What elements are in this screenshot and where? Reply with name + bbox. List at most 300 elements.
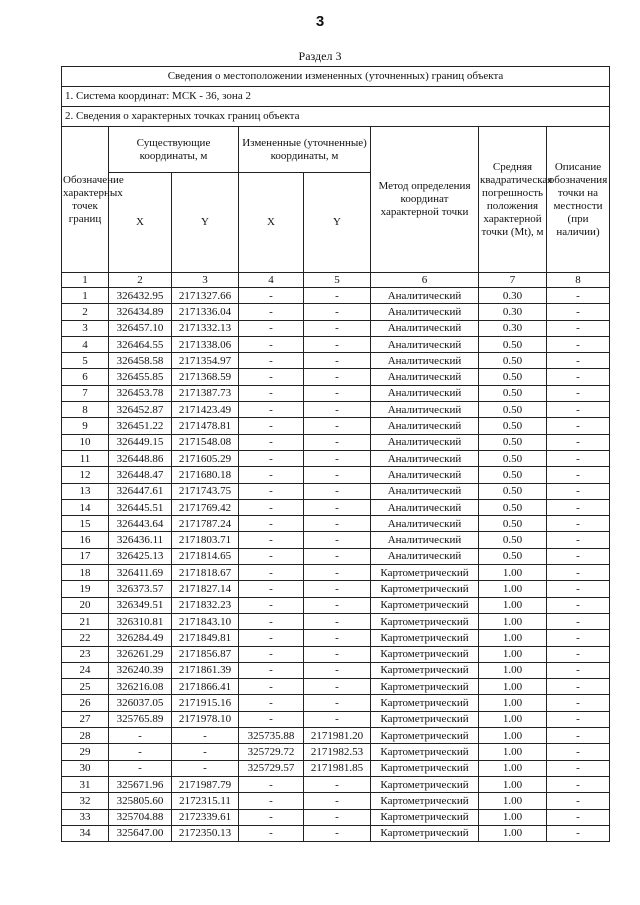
cell-method: Картометрический: [371, 662, 479, 678]
cell-existing-y: -: [172, 760, 239, 776]
cell-method: Картометрический: [371, 581, 479, 597]
cell-error: 0.50: [479, 369, 547, 385]
cell-description: -: [547, 499, 610, 515]
cell-changed-x: -: [239, 402, 304, 418]
cell-error: 1.00: [479, 744, 547, 760]
cell-description: -: [547, 369, 610, 385]
cell-error: 0.50: [479, 336, 547, 352]
cell-point-number: 8: [62, 402, 109, 418]
cell-changed-y: -: [304, 646, 371, 662]
table-row: [62, 630, 610, 646]
cell-point-number: 13: [62, 483, 109, 499]
cell-point-number: 32: [62, 793, 109, 809]
table-row: [62, 418, 610, 434]
cell-changed-y: -: [304, 597, 371, 613]
cell-error: 1.00: [479, 695, 547, 711]
cell-changed-y: -: [304, 353, 371, 369]
cell-error: 0.30: [479, 304, 547, 320]
cell-method: Аналитический: [371, 304, 479, 320]
cell-error: 1.00: [479, 711, 547, 727]
header-designation: Обозначение характерных точек границ: [62, 127, 109, 273]
cell-existing-x: 326448.47: [109, 467, 172, 483]
cell-method: Аналитический: [371, 467, 479, 483]
cell-error: 0.30: [479, 320, 547, 336]
cell-method: Картометрический: [371, 565, 479, 581]
cell-existing-x: 326453.78: [109, 385, 172, 401]
cell-existing-x: 326449.15: [109, 434, 172, 450]
cell-description: -: [547, 516, 610, 532]
cell-existing-y: 2171849.81: [172, 630, 239, 646]
cell-existing-y: -: [172, 744, 239, 760]
cell-description: -: [547, 581, 610, 597]
cell-changed-x: -: [239, 679, 304, 695]
table-row: [62, 516, 610, 532]
cell-method: Картометрический: [371, 825, 479, 841]
points-section-title: 2. Сведения о характерных точках границ объекта: [62, 107, 610, 127]
cell-point-number: 9: [62, 418, 109, 434]
cell-existing-x: 326284.49: [109, 630, 172, 646]
cell-changed-y: -: [304, 402, 371, 418]
cell-point-number: 24: [62, 662, 109, 678]
cell-changed-y: -: [304, 516, 371, 532]
cell-existing-x: 325704.88: [109, 809, 172, 825]
cell-changed-x: -: [239, 353, 304, 369]
section-title: Раздел 3: [298, 49, 342, 63]
cell-changed-y: -: [304, 450, 371, 466]
cell-existing-y: 2171787.24: [172, 516, 239, 532]
cell-description: -: [547, 613, 610, 629]
cell-existing-x: 326434.89: [109, 304, 172, 320]
table-row: [62, 581, 610, 597]
table-row: [62, 662, 610, 678]
cell-changed-x: -: [239, 516, 304, 532]
cell-existing-y: 2171803.71: [172, 532, 239, 548]
cell-description: -: [547, 288, 610, 304]
cell-error: 0.50: [479, 434, 547, 450]
cell-existing-x: 326373.57: [109, 581, 172, 597]
cell-error: 0.50: [479, 516, 547, 532]
cell-error: 1.00: [479, 565, 547, 581]
cell-existing-x: 326310.81: [109, 613, 172, 629]
header-existing-y: Y: [172, 173, 239, 273]
cell-method: Аналитический: [371, 288, 479, 304]
column-number: 3: [172, 273, 239, 288]
cell-changed-x: 325729.57: [239, 760, 304, 776]
cell-existing-x: 326464.55: [109, 336, 172, 352]
cell-existing-y: 2172350.13: [172, 825, 239, 841]
cell-error: 0.50: [479, 418, 547, 434]
table-row: [62, 336, 610, 352]
cell-method: Аналитический: [371, 353, 479, 369]
cell-existing-x: 326447.61: [109, 483, 172, 499]
cell-changed-y: -: [304, 320, 371, 336]
cell-existing-x: 326457.10: [109, 320, 172, 336]
cell-changed-y: -: [304, 434, 371, 450]
cell-existing-x: -: [109, 744, 172, 760]
cell-changed-y: -: [304, 369, 371, 385]
cell-point-number: 12: [62, 467, 109, 483]
cell-error: 1.00: [479, 630, 547, 646]
column-number: 7: [479, 273, 547, 288]
cell-description: -: [547, 336, 610, 352]
table-row: [62, 467, 610, 483]
cell-error: 1.00: [479, 728, 547, 744]
cell-error: 1.00: [479, 760, 547, 776]
table-row: [62, 320, 610, 336]
header-error: Средняя квадратическая погрешность положения характерной точки (Mt), м: [479, 127, 547, 273]
table-row: [62, 565, 610, 581]
cell-changed-y: -: [304, 336, 371, 352]
cell-changed-x: -: [239, 793, 304, 809]
cell-method: Аналитический: [371, 548, 479, 564]
cell-changed-x: -: [239, 288, 304, 304]
cell-description: -: [547, 776, 610, 792]
cell-existing-x: 326037.05: [109, 695, 172, 711]
cell-method: Аналитический: [371, 385, 479, 401]
cell-existing-y: 2171354.97: [172, 353, 239, 369]
cell-description: -: [547, 744, 610, 760]
table-row: [62, 695, 610, 711]
cell-error: 1.00: [479, 646, 547, 662]
cell-description: -: [547, 353, 610, 369]
table-row: [62, 499, 610, 515]
cell-description: -: [547, 304, 610, 320]
cell-error: 1.00: [479, 581, 547, 597]
cell-existing-x: 326458.58: [109, 353, 172, 369]
cell-existing-y: 2171769.42: [172, 499, 239, 515]
cell-method: Картометрический: [371, 744, 479, 760]
table-row: [62, 434, 610, 450]
cell-existing-x: 326432.95: [109, 288, 172, 304]
cell-method: Аналитический: [371, 532, 479, 548]
cell-changed-y: -: [304, 385, 371, 401]
cell-changed-x: -: [239, 369, 304, 385]
cell-error: 1.00: [479, 825, 547, 841]
cell-existing-y: 2171338.06: [172, 336, 239, 352]
cell-point-number: 27: [62, 711, 109, 727]
cell-method: Картометрический: [371, 613, 479, 629]
cell-changed-x: -: [239, 825, 304, 841]
cell-description: -: [547, 662, 610, 678]
cell-changed-x: 325729.72: [239, 744, 304, 760]
cell-error: 0.50: [479, 467, 547, 483]
cell-description: -: [547, 402, 610, 418]
cell-method: Картометрический: [371, 630, 479, 646]
cell-changed-x: -: [239, 320, 304, 336]
cell-method: Картометрический: [371, 597, 479, 613]
cell-error: 1.00: [479, 662, 547, 678]
cell-changed-y: -: [304, 499, 371, 515]
table-row: [62, 288, 610, 304]
cell-existing-y: 2171843.10: [172, 613, 239, 629]
cell-existing-y: 2171332.13: [172, 320, 239, 336]
table-row: [62, 711, 610, 727]
table-title: Сведения о местоположении измененных (уточненных) границ объекта: [62, 67, 610, 87]
page-number: 3: [315, 13, 325, 30]
cell-existing-y: 2171861.39: [172, 662, 239, 678]
cell-existing-x: 326445.51: [109, 499, 172, 515]
cell-existing-x: -: [109, 728, 172, 744]
cell-method: Аналитический: [371, 499, 479, 515]
cell-description: -: [547, 483, 610, 499]
cell-existing-y: 2171814.65: [172, 548, 239, 564]
cell-existing-y: 2171368.59: [172, 369, 239, 385]
cell-point-number: 5: [62, 353, 109, 369]
column-number-row: [62, 273, 610, 288]
cell-point-number: 18: [62, 565, 109, 581]
cell-changed-y: -: [304, 304, 371, 320]
table-row: [62, 793, 610, 809]
table-row: [62, 402, 610, 418]
cell-method: Картометрический: [371, 793, 479, 809]
cell-method: Картометрический: [371, 646, 479, 662]
cell-description: -: [547, 418, 610, 434]
cell-point-number: 11: [62, 450, 109, 466]
cell-method: Аналитический: [371, 320, 479, 336]
cell-existing-x: 326443.64: [109, 516, 172, 532]
cell-changed-x: -: [239, 385, 304, 401]
cell-existing-x: 326436.11: [109, 532, 172, 548]
table-row: [62, 369, 610, 385]
cell-changed-x: -: [239, 662, 304, 678]
cell-error: 0.50: [479, 532, 547, 548]
cell-method: Картометрический: [371, 776, 479, 792]
cell-point-number: 22: [62, 630, 109, 646]
cell-method: Аналитический: [371, 369, 479, 385]
cell-existing-x: 325647.00: [109, 825, 172, 841]
cell-changed-x: -: [239, 646, 304, 662]
cell-error: 0.50: [479, 450, 547, 466]
cell-changed-x: -: [239, 434, 304, 450]
column-number: 6: [371, 273, 479, 288]
cell-description: -: [547, 760, 610, 776]
header-changed-coordinates: Измененные (уточненные) координаты, м: [239, 127, 371, 173]
cell-existing-y: 2172315.11: [172, 793, 239, 809]
cell-changed-y: -: [304, 679, 371, 695]
cell-existing-x: 326261.29: [109, 646, 172, 662]
cell-changed-y: -: [304, 483, 371, 499]
cell-changed-y: -: [304, 711, 371, 727]
cell-point-number: 21: [62, 613, 109, 629]
table-row: [62, 597, 610, 613]
cell-existing-y: 2171327.66: [172, 288, 239, 304]
cell-existing-y: 2171423.49: [172, 402, 239, 418]
table-row: [62, 646, 610, 662]
cell-error: 1.00: [479, 776, 547, 792]
cell-existing-y: 2171978.10: [172, 711, 239, 727]
cell-existing-y: 2171866.41: [172, 679, 239, 695]
cell-changed-x: -: [239, 336, 304, 352]
cell-method: Картометрический: [371, 760, 479, 776]
cell-existing-x: 326451.22: [109, 418, 172, 434]
cell-changed-x: -: [239, 548, 304, 564]
cell-method: Картометрический: [371, 711, 479, 727]
cell-method: Картометрический: [371, 728, 479, 744]
cell-point-number: 23: [62, 646, 109, 662]
cell-changed-x: -: [239, 711, 304, 727]
cell-changed-y: -: [304, 467, 371, 483]
cell-changed-x: -: [239, 483, 304, 499]
cell-description: -: [547, 793, 610, 809]
cell-description: -: [547, 695, 610, 711]
cell-existing-y: 2171387.73: [172, 385, 239, 401]
cell-changed-y: -: [304, 613, 371, 629]
cell-existing-y: 2171832.23: [172, 597, 239, 613]
table-row: [62, 532, 610, 548]
cell-description: -: [547, 809, 610, 825]
cell-changed-y: -: [304, 630, 371, 646]
cell-description: -: [547, 467, 610, 483]
cell-point-number: 29: [62, 744, 109, 760]
cell-changed-y: -: [304, 418, 371, 434]
cell-existing-y: 2171827.14: [172, 581, 239, 597]
cell-point-number: 6: [62, 369, 109, 385]
cell-point-number: 3: [62, 320, 109, 336]
header-existing-coordinates: Существующие координаты, м: [109, 127, 239, 173]
cell-point-number: 2: [62, 304, 109, 320]
cell-method: Картометрический: [371, 679, 479, 695]
cell-error: 0.50: [479, 353, 547, 369]
column-number: 1: [62, 273, 109, 288]
cell-changed-x: -: [239, 776, 304, 792]
cell-changed-x: -: [239, 630, 304, 646]
cell-description: -: [547, 434, 610, 450]
cell-description: -: [547, 597, 610, 613]
table-row: [62, 385, 610, 401]
cell-existing-y: 2171915.16: [172, 695, 239, 711]
cell-changed-x: -: [239, 418, 304, 434]
cell-existing-y: 2171336.04: [172, 304, 239, 320]
cell-changed-x: -: [239, 532, 304, 548]
table-row: [62, 613, 610, 629]
cell-description: -: [547, 532, 610, 548]
cell-error: 1.00: [479, 679, 547, 695]
table-row: [62, 483, 610, 499]
cell-method: Аналитический: [371, 402, 479, 418]
cell-existing-x: 325671.96: [109, 776, 172, 792]
cell-changed-x: -: [239, 809, 304, 825]
cell-changed-y: -: [304, 288, 371, 304]
cell-error: 0.50: [479, 402, 547, 418]
table-row: [62, 825, 610, 841]
header-description: Описание обозначения точки на местности (при наличии): [547, 127, 610, 273]
cell-description: -: [547, 825, 610, 841]
cell-existing-y: 2171478.81: [172, 418, 239, 434]
cell-existing-y: 2172339.61: [172, 809, 239, 825]
cell-description: -: [547, 548, 610, 564]
cell-changed-y: -: [304, 695, 371, 711]
cell-changed-y: 2171981.85: [304, 760, 371, 776]
cell-changed-x: -: [239, 304, 304, 320]
cell-existing-x: -: [109, 760, 172, 776]
table-row: [62, 679, 610, 695]
cell-point-number: 10: [62, 434, 109, 450]
cell-changed-x: -: [239, 499, 304, 515]
cell-description: -: [547, 728, 610, 744]
cell-changed-x: -: [239, 613, 304, 629]
cell-existing-x: 325765.89: [109, 711, 172, 727]
cell-description: -: [547, 646, 610, 662]
column-number: 4: [239, 273, 304, 288]
cell-changed-y: -: [304, 793, 371, 809]
cell-point-number: 1: [62, 288, 109, 304]
cell-existing-x: 326425.13: [109, 548, 172, 564]
cell-changed-x: -: [239, 450, 304, 466]
cell-method: Аналитический: [371, 336, 479, 352]
cell-existing-y: 2171605.29: [172, 450, 239, 466]
table-row: [62, 353, 610, 369]
cell-error: 0.50: [479, 385, 547, 401]
column-number: 5: [304, 273, 371, 288]
cell-point-number: 26: [62, 695, 109, 711]
cell-existing-x: 326452.87: [109, 402, 172, 418]
cell-description: -: [547, 679, 610, 695]
cell-error: 0.50: [479, 483, 547, 499]
cell-changed-x: 325735.88: [239, 728, 304, 744]
header-changed-x: X: [239, 173, 304, 273]
cell-changed-x: -: [239, 597, 304, 613]
cell-existing-y: -: [172, 728, 239, 744]
cell-method: Аналитический: [371, 516, 479, 532]
cell-changed-y: -: [304, 825, 371, 841]
cell-point-number: 31: [62, 776, 109, 792]
cell-existing-x: 326349.51: [109, 597, 172, 613]
cell-description: -: [547, 565, 610, 581]
header-existing-x: X: [109, 173, 172, 273]
cell-point-number: 15: [62, 516, 109, 532]
cell-existing-y: 2171987.79: [172, 776, 239, 792]
cell-point-number: 16: [62, 532, 109, 548]
cell-changed-y: -: [304, 532, 371, 548]
cell-point-number: 34: [62, 825, 109, 841]
cell-changed-y: -: [304, 581, 371, 597]
column-number: 2: [109, 273, 172, 288]
header-method: Метод определения координат характерной точки: [371, 127, 479, 273]
cell-changed-y: 2171981.20: [304, 728, 371, 744]
cell-existing-y: 2171856.87: [172, 646, 239, 662]
cell-method: Аналитический: [371, 434, 479, 450]
cell-method: Аналитический: [371, 483, 479, 499]
cell-existing-x: 325805.60: [109, 793, 172, 809]
cell-error: 1.00: [479, 613, 547, 629]
cell-point-number: 20: [62, 597, 109, 613]
cell-point-number: 17: [62, 548, 109, 564]
cell-error: 1.00: [479, 793, 547, 809]
table-row: [62, 728, 610, 744]
cell-method: Картометрический: [371, 695, 479, 711]
cell-description: -: [547, 630, 610, 646]
cell-changed-y: 2171982.53: [304, 744, 371, 760]
cell-changed-y: -: [304, 565, 371, 581]
cell-existing-x: 326448.86: [109, 450, 172, 466]
boundary-points-table: [61, 66, 610, 842]
cell-changed-x: -: [239, 581, 304, 597]
cell-existing-y: 2171548.08: [172, 434, 239, 450]
cell-description: -: [547, 320, 610, 336]
cell-existing-y: 2171743.75: [172, 483, 239, 499]
table-row: [62, 450, 610, 466]
cell-point-number: 14: [62, 499, 109, 515]
cell-point-number: 28: [62, 728, 109, 744]
cell-error: 0.50: [479, 499, 547, 515]
cell-point-number: 25: [62, 679, 109, 695]
cell-existing-y: 2171818.67: [172, 565, 239, 581]
cell-method: Картометрический: [371, 809, 479, 825]
table-row: [62, 548, 610, 564]
cell-existing-x: 326411.69: [109, 565, 172, 581]
table-row: [62, 760, 610, 776]
cell-point-number: 30: [62, 760, 109, 776]
